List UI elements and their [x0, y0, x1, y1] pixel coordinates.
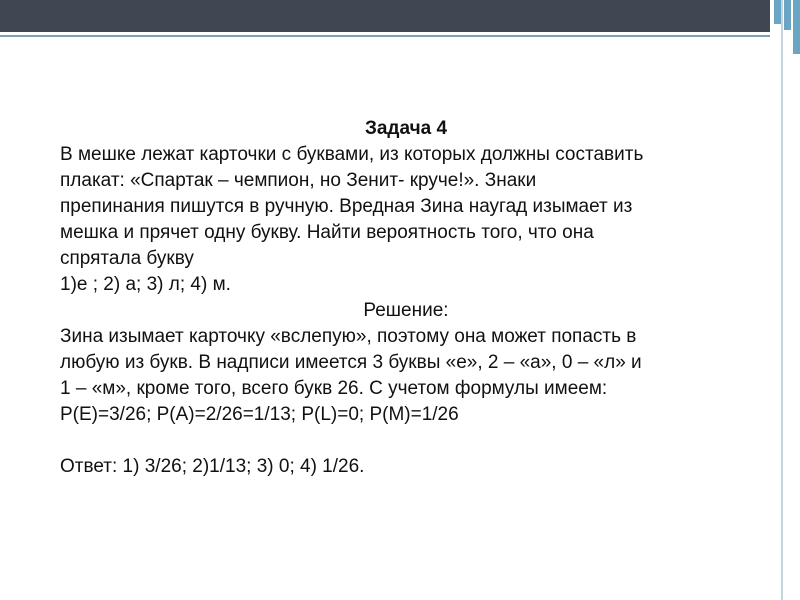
solution-heading: Решение:: [363, 300, 449, 321]
corner-decoration-3: [793, 0, 800, 54]
problem-line-4: мешка и прячет одну букву. Найти вероятность того, что она: [60, 222, 594, 243]
problem-line-1: В мешке лежат карточки с буквами, из которых должны составить: [60, 144, 644, 165]
problem-line-5: спрятала букву: [60, 248, 194, 269]
problem-title: Задача 4: [364, 118, 448, 139]
solution-line-3: 1 – «м», кроме того, всего букв 26. С учетом формулы имеем:: [60, 378, 608, 399]
slide-content: [60, 116, 760, 480]
solution-line-2: любую из букв. В надписи имеется 3 буквы «е», 2 – «а», 0 – «л» и: [60, 352, 642, 373]
slide-header-bar: [0, 0, 770, 32]
blank-line: [60, 428, 760, 454]
problem-line-2: плакат: «Спартак – чемпион, но Зенит- круче!». Знаки: [60, 170, 537, 191]
corner-decoration-1: [774, 0, 781, 24]
problem-line-3: препинания пишутся в ручную. Вредная Зина наугад изымает из: [60, 196, 633, 217]
side-decoration-line: [781, 0, 783, 600]
header-accent-line: [0, 35, 770, 37]
solution-line-1: Зина изымает карточку «вслепую», поэтому она может попасть в: [60, 326, 637, 347]
answer-options: 1)е ; 2) а; 3) л; 4) м.: [60, 274, 231, 295]
probability-formulas: P(E)=3/26; P(A)=2/26=1/13; P(L)=0; P(M)=1/26: [60, 404, 459, 425]
corner-decoration-2: [784, 0, 791, 30]
final-answer: Ответ: 1) 3/26; 2)1/13; 3) 0; 4) 1/26.: [60, 456, 365, 477]
